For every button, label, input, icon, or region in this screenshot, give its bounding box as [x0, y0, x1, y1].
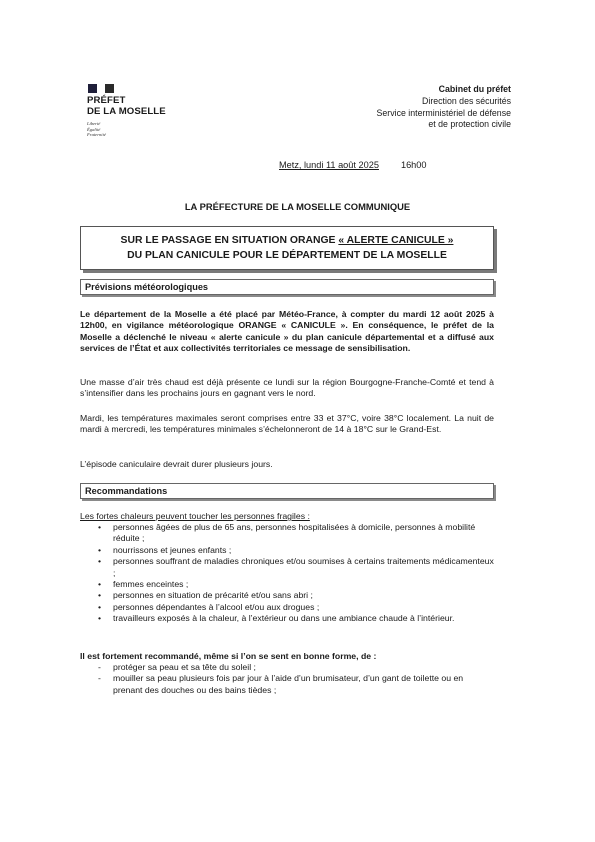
bullet-icon: •	[98, 601, 102, 612]
fragile-persons-list	[98, 522, 494, 625]
list-item-text: travailleurs exposés à la chaleur, à l’extérieur ou dans une ambiance chaude à l’intérieur.	[113, 613, 455, 624]
list-item-text: personnes âgées de plus de 65 ans, personnes hospitalisées à domicile, personnes à mobilité réduite ;	[113, 522, 476, 544]
bullet-icon: •	[98, 522, 102, 532]
previsions-paragraph-4: L’épisode caniculaire devrait durer plusieurs jours.	[80, 459, 273, 469]
bullet-icon: -	[98, 673, 101, 684]
title-line2: DU PLAN CANICULE POUR LE DÉPARTEMENT DE LA MOSELLE	[127, 250, 447, 261]
bullet-icon: •	[98, 544, 102, 555]
bullet-icon: -	[98, 662, 101, 672]
press-release-title	[80, 226, 494, 270]
advice-list	[98, 662, 494, 696]
bullet-icon: •	[98, 579, 102, 590]
prefecture-logo	[87, 84, 166, 138]
list-item	[98, 673, 494, 696]
bullet-icon: •	[98, 613, 102, 624]
logo-title-line2: DE LA MOSELLE	[87, 105, 166, 117]
issuing-service	[377, 84, 511, 131]
republic-motto	[87, 121, 166, 138]
issue-time: 16h00	[400, 160, 427, 170]
service-direction: Direction des sécurités	[422, 95, 511, 106]
title-line1-prefix: SUR LE PASSAGE EN SITUATION ORANGE	[120, 235, 339, 246]
list-item-text: personnes souffrant de maladies chroniques et/ou soumises à certains traitements médicamenteux ;	[113, 556, 494, 578]
list-item-text: nourrissons et jeunes enfants ;	[113, 544, 232, 555]
list-item	[98, 602, 494, 613]
list-item-text: femmes enceintes ;	[113, 579, 189, 590]
service-sidpc-cont: et de protection civile	[428, 119, 511, 130]
title-alert-label: « ALERTE CANICULE »	[338, 235, 454, 246]
fragile-intro: Les fortes chaleurs peuvent toucher les personnes fragiles :	[80, 511, 310, 521]
bullet-icon: •	[98, 590, 102, 601]
list-item-text: protéger sa peau et sa tête du soleil ;	[113, 662, 256, 672]
bullet-icon: •	[98, 556, 102, 567]
title-line1	[121, 233, 454, 248]
list-item	[98, 579, 494, 590]
previsions-paragraph-2: Une masse d’air très chaud est déjà présente ce lundi sur la région Bourgogne-Franche-Comté et tend à s’intensifier dans les prochains jours en gagnant vers le nord.	[80, 377, 494, 399]
motto-line: Liberté	[87, 121, 101, 126]
logo-title-line1: PRÉFET	[87, 95, 126, 106]
logo-title	[87, 96, 166, 117]
list-item	[98, 556, 494, 579]
list-item	[98, 545, 494, 556]
marianne-flag-icon	[88, 84, 114, 93]
list-item	[98, 522, 494, 545]
motto-line: Fraternité	[87, 132, 106, 138]
previsions-paragraph-3: Mardi, les températures maximales seront comprises entre 33 et 37°C, voire 38°C localement. La nuit de mardi à mercredi, les températures minimales s’échelonneront de 14 à 18°C sur le Grand-Est.	[80, 413, 494, 435]
list-item	[98, 613, 494, 624]
dateline	[279, 160, 427, 170]
motto-line: Égalité	[87, 126, 101, 132]
communique-heading: LA PRÉFECTURE DE LA MOSELLE COMMUNIQUE	[184, 201, 411, 212]
list-item-text: mouiller sa peau plusieurs fois par jour à l’aide d’un brumisateur, d’un gant de toilette ou en prenant des douches ou des bains tièdes ;	[113, 673, 464, 695]
list-item-text: personnes en situation de précarité et/ou sans abri ;	[113, 590, 313, 601]
advice-intro: Il est fortement recommandé, même si l’on se sent en bonne forme, de :	[80, 651, 377, 661]
section-heading-recommandations: Recommandations	[80, 483, 494, 499]
service-sidpc: Service interministériel de défense	[376, 107, 511, 118]
issue-date: Metz, lundi 11 août 2025	[279, 160, 379, 170]
previsions-paragraph-1: Le département de la Moselle a été placé par Météo-France, à compter du mardi 12 août 2025 à 12h00, en vigilance météorologique ORANGE « CANICULE ». En conséquence, le préfet de la Moselle a déclenché le niveau « alerte canicule » du plan canicule départemental et a diffusé aux services de l’État et aux collectivités territoriales ce message de sensibilisation.	[80, 309, 494, 354]
list-item	[98, 590, 494, 601]
service-cabinet: Cabinet du préfet	[438, 84, 511, 94]
list-item-text: personnes dépendantes à l’alcool et/ou aux drogues ;	[113, 601, 320, 612]
section-heading-previsions: Prévisions météorologiques	[80, 279, 494, 295]
list-item	[98, 662, 494, 673]
